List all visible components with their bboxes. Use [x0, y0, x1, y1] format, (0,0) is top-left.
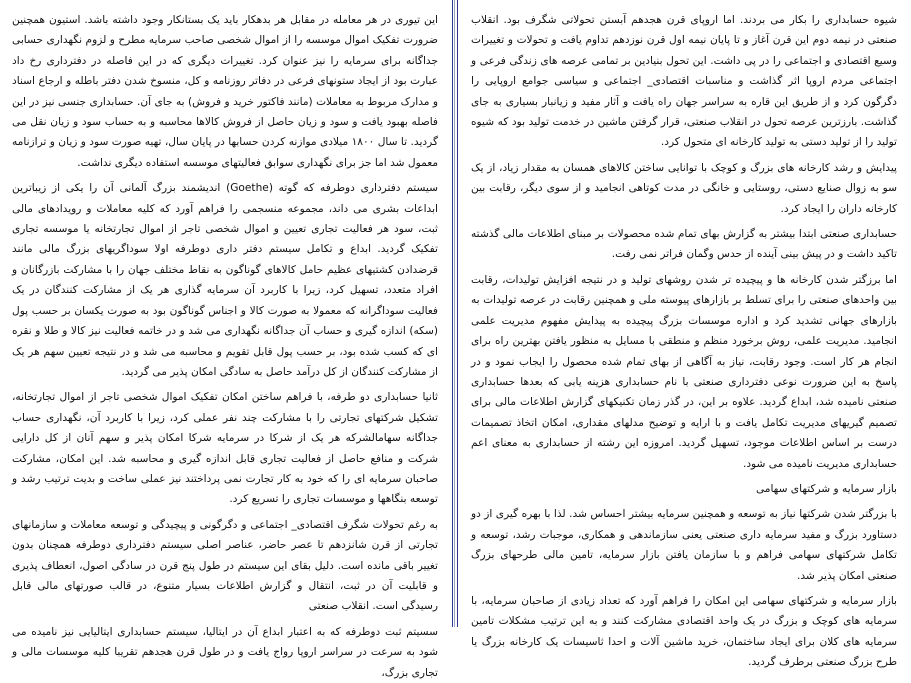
- right-paragraph-2: پیدایش و رشد کارخانه های بزرگ و کوچک با توانایی ساختن کالاهای همسان به مقدار زیاد، از یک سو به زوال صنایع دستی، روستایی و خانگی در مدت کوتاهی انجامید و از سوی دیگر، رقابت بین کارخانه داران را ایجاد کرد.: [471, 161, 897, 215]
- left-paragraph-5: سسیتم ثبت دوطرفه که به اعتبار ابداع آن در ایتالیا، سیستم حسابداری ایتالیایی نیز نامیده می شود به سرعت در سراسر اروپا رواج یافت و در طول قرن هجدهم تقریبا کلیه موسسات مالی و تجاری بزرگ،: [12, 625, 438, 679]
- left-paragraph-1: این تیوری در هر معامله در مقابل هر بدهکار باید یک بستانکار وجود داشته باشد. استیون همچنین ضرورت تفکیک اموال موسسه را از اموال شخصی صاحب سرمایه مطرح و لزوم نگهداری حسابی جداگانه برای سرمایه را نیز عنوان کرد. تغییرات دیگری که در این فاصله در دفترداری رخ داد عبارت بود از ایجاد ستونهای فرعی در دفاتر روزنامه و کل، منسوخ شدن دفتر باطله و ارجاع اسناد و مدارک مربوط به معاملات (مانند فاکتور خرید و فروش) به جای آن. حسابداری جنسی نیز در این فاصله بهبود یافت و سود و زیان حاصل از فروش کالاها محاسبه و به حساب سود و زیان نقل می گردید. تا سال ۱۸۰۰ میلادی موازنه کردن حسابها در پایان سال، تهیه صورت سود و زیان و ترازنامه معمول شد اما جز برای نگهداری سوابق فعالیتهای موسسه استفاده دیگری نداشت.: [12, 14, 438, 169]
- page-divider: [452, 0, 458, 627]
- left-paragraph-2: سیستم دفترداری دوطرفه که گوته (Goethe) اندیشمند بزرگ آلمانی آن را یکی از زیباترین ابداعات بشری می داند، مجموعه منسجمی را فراهم آورد که کلیه معاملات و رویدادهای مالی ثبت، سود هر فعالیت تجاری تعیین و اموال شخصی تاجر از اموال تجارتخانه یا موسسه تجاری تفکیک گردید. ابداع و تکامل سیستم دفتر داری دوطرفه اولا سوداگریهای بزرگ مالی مانند قرضدادن کشتیهای عظیم حامل کالاهای گوناگون به نقاط مختلف جهان را با مشارکت بازرگانان و افراد متعدد، تسهیل کرد، زیرا با کاربرد آن سرمایه گذاری هر یک از مشارکت کنندگان در یک فعالیت سوداگرانه که معمولا به صورت کالا و اجناس گوناگون بود به صورت یکسان بر حسب پول (سکه) اندازه گیری و حساب آن جداگانه نگهداری می شد و در خاتمه فعالیت نیز کالا و طلا و نقره ای که کسب شده بود، بر حسب پول قابل تقویم و محاسبه می شد و در نتیجه تعیین سهم هر یک از مشارکت کنندگان از کل درآمد حاصل به سادگی امکان پذیر می گردید.: [12, 182, 439, 378]
- left-page: [0, 0, 452, 679]
- left-paragraph-4: به رغم تحولات شگرف اقتصادی_ اجتماعی و دگرگونی و پیچیدگی و توسعه معاملات و سازمانهای تجارتی از قرن شانزدهم تا عصر حاضر، عناصر اصلی سیستم دفترداری دوطرفه همچنان بدون تغییر باقی مانده است. دلیل بقای این سیستم در طول پنج قرن در سادگی اصول، انعطاف پذیری و قابلیت آن در ثبت، انتقال و گزارش اطلاعات بسیار متنوع، در قالب صورتهای مالی قابل رسیدگی است. انقلاب صنعتی: [12, 518, 438, 613]
- right-page: [459, 0, 911, 669]
- left-paragraph-3: ثانیا حسابداری دو طرفه، با فراهم ساختن امکان تفکیک اموال شخصی تاجر از اموال تجارتخانه، تشکیل شرکتهای تجارتی را با مشارکت چند نفر عملی کرد، زیرا با کاربرد آن، نگهداری حساب جداگانه سهامالشرکه هر یک از شرکا در سرمایه شرکا امکان پذیر و سهم آنان از کل دارایی شرکت و منافع حاصل از فعالیت تجاری قابل اندازه گیری و محاسبه شد. این امکان، مشارکت صاحبان سرمایه ای را که خود به کار تجارت نمی پرداختند نیز عملی ساخت و بدیت ترتیب رشد و توسعه بنگاهها و موسسات تجاری را تسریع کرد.: [12, 391, 438, 506]
- right-paragraph-4: اما برزگتر شدن کارخانه ها و پیچیده تر شدن روشهای تولید و در نتیجه افزایش تولیدات، رقابت بین واحدهای صنعتی را برای تسلط بر بازارهای پیوسته ملی و همچنین رقابت در عرصه تولیدات به بازارهای جهانی تشدید کرد و اداره موسسات بزرگ پیچیده به پیدایش مفهوم مدیریت علمی انجامید. مدیریت علمی، روش برخورد منظم و منطقی با مسایل به منظور یافتن بهترین راه برای انجام هر کار است. وجود رقابت، نیاز به آگاهی از بهای تمام شده محصول را ایجاب نمود و در پاسخ به این ضرورت نوعی دفترداری صنعتی با نام حسابداری هزینه یابی که بعدها حسابداری صنعتی نامیده شد، ابداع گردید. علاوه بر این، در گذر زمان تکنیکهای گزارش اطلاعات مالی برای تصمیم گیریهای مدیریت تکامل یافت و با ارایه و توضیح مدلهای مقداری، امکان اتخاذ تصمیمات درست بر اساس اطلاعات موجود، تسهیل گردید. امروزه این رشته از حسابداری به معنای اعم حسابداری مدیریت نامیده می شود.: [471, 273, 897, 470]
- right-paragraph-5: با بزرگتر شدن شرکتها نیاز به توسعه و همچنین سرمایه بیشتر احساس شد. لذا با بهره گیری از دو دستاورد بزرگ و مفید سرمایه داری صنعتی یعنی سازماندهی و همکاری، موجبات رشد، توسعه و تکامل شرکتهای سهامی فراهم و با سازمان یافتن بازار سرمایه، تامین مالی طرحهای بزرگ صنعتی امکان پذیر شد.: [471, 508, 897, 582]
- right-paragraph-1: شیوه حسابداری را بکار می بردند. اما اروپای قرن هجدهم آبستن تحولاتی شگرف بود. انقلاب صنعتی در نیمه دوم این قرن آغاز و تا پایان نیمه اول قرن نوزدهم تداوم یافت و تحولات و تغییرات وسیع اقتصادی و اجتماعی را در پی داشت. این تحول بنیادین بر تمامی عرصه های زندگی فرعی و اجتماعی مردم اروپا اثر گذاشت و مناسبات اقتصادی_ اجتماعی و سیاسی جوامع اروپایی را دگرگون کرد و از طریق این قاره به سراسر جهان راه یافت و آثار مفید و زیانبار بسیاری به جای گذاشت. بارزترین عرصه تحول در انقلاب صنعتی، قرار گرفتن ماشین در خدمت تولید بود که شیوه تولید را از تولید دستی به تولید کارخانه ای متحول کرد.: [471, 14, 897, 149]
- right-section-heading: بازار سرمایه و شرکتهای سهامی: [755, 482, 897, 495]
- right-paragraph-3: حسابداری صنعتی ابتدا بیشتر به گزارش بهای تمام شده محصولات بر مبنای اطلاعات مالی گذشته تاکید داشت و در پیش بینی آینده از حدس وگمان فراتر نمی رفت.: [471, 228, 897, 261]
- right-paragraph-6: بازار سرمایه و شرکتهای سهامی این امکان را فراهم آورد که تعداد زیادی از صاحبان سرمایه، با سرمایه های کوچک و بزرگ در یک واحد اقتصادی مشارکت کنند و به این ترتیب مشکلات تامین سرمایه های کلان برای ایجاد ساختمان، خرید ماشین آلات و احدا ثاسیسات یک کارخانه بزرگ یا طرح بزرگ صنعتی برطرف گردید.: [471, 594, 897, 669]
